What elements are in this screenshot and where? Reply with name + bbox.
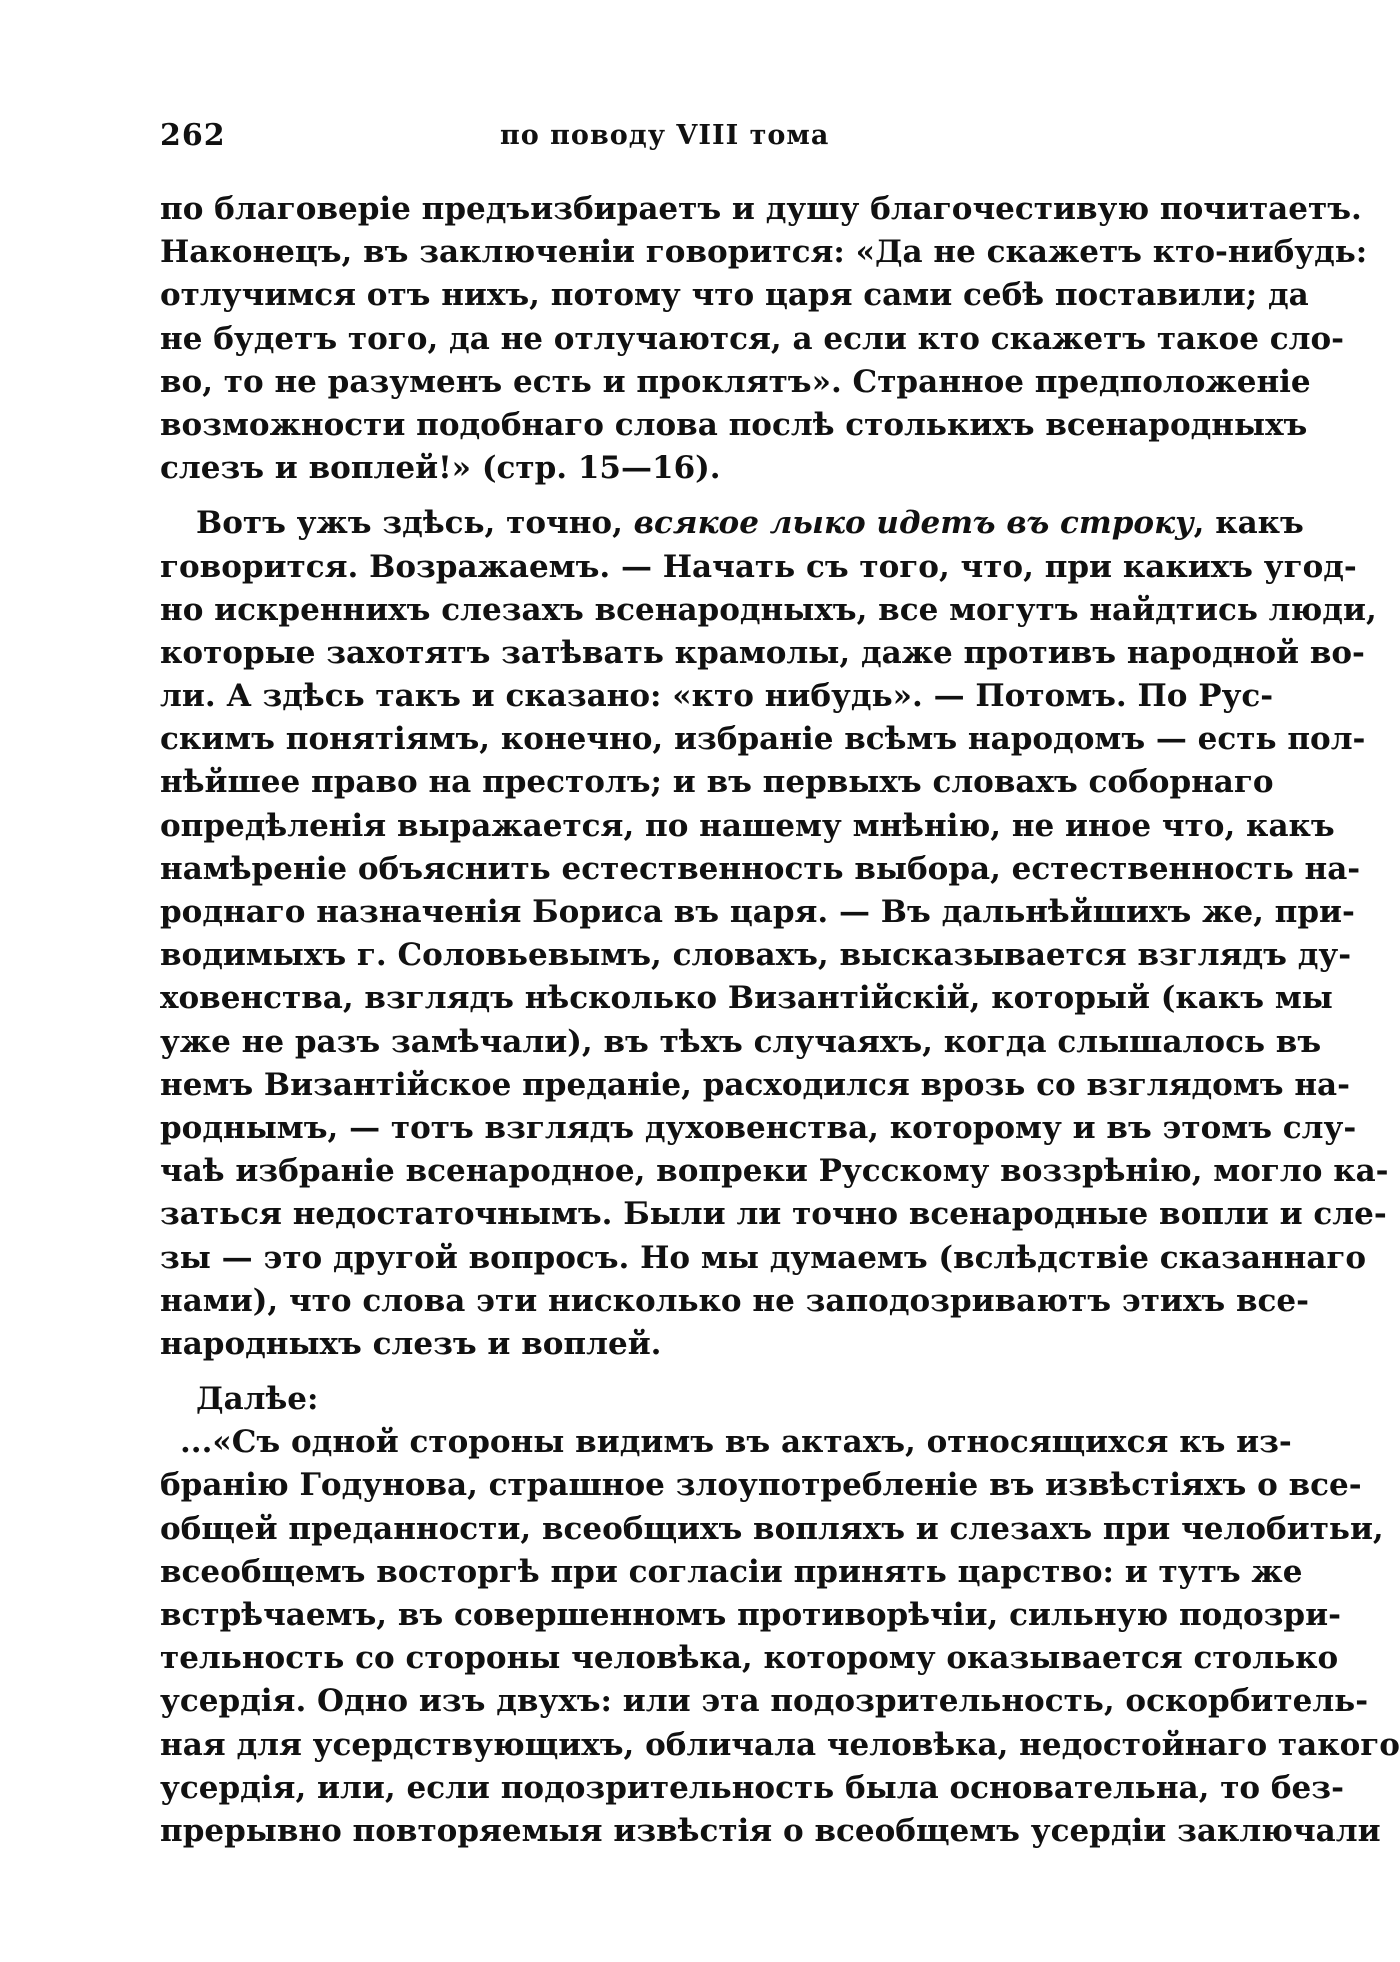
text-line: народныхъ слезъ и воплей. [160, 1325, 662, 1362]
text-line: бранію Годунова, страшное злоупотребленіе въ извѣстіяхъ о все- [160, 1467, 1362, 1504]
text-line: но искреннихъ слезахъ всенародныхъ, все могутъ найдтись люди, [160, 591, 1377, 628]
text-line: Далѣе: [196, 1381, 319, 1418]
text-line: возможности подобнаго слова послѣ столькихъ всенародныхъ [160, 406, 1308, 443]
text-line: всеобщемъ восторгѣ при согласіи принять царство: и тутъ же [160, 1553, 1303, 1590]
text-line [160, 502, 1304, 545]
text-line: водимыхъ г. Соловьевымъ, словахъ, высказывается взглядъ ду- [160, 937, 1352, 974]
text-line: нѣйшее право на престолъ; и въ первыхъ словахъ соборнаго [160, 764, 1274, 801]
text-run: Вотъ ужъ здѣсь, точно, [196, 505, 634, 542]
text-line: уже не разъ замѣчали), въ тѣхъ случаяхъ, когда слышалось въ [160, 1023, 1322, 1060]
text-line: усердія. Одно изъ двухъ: или эта подозрительность, оскорбитель- [160, 1683, 1369, 1720]
text-line: Наконецъ, въ заключеніи говорится: «Да не скажетъ кто-нибудь: [160, 234, 1368, 271]
text-line: ная для усердствующихъ, обличала человѣка, недостойнаго такого [160, 1726, 1400, 1763]
text-line: зы — это другой вопросъ. Но мы думаемъ (вслѣдствіе сказаннаго [160, 1239, 1367, 1276]
text-line: опредѣленія выражается, по нашему мнѣнію, не иное что, какъ [160, 807, 1335, 844]
text-line: роднымъ, — тотъ взглядъ духовенства, которому и въ этомъ слу- [160, 1109, 1357, 1146]
running-head [160, 118, 1120, 158]
italic-phrase: всякое лыко идетъ въ строку [633, 505, 1194, 542]
paragraph-3 [160, 1378, 1112, 1421]
text-line: встрѣчаемъ, въ совершенномъ противорѣчіи, сильную подозри- [160, 1597, 1341, 1633]
text-run: , какъ [1193, 505, 1304, 542]
quotation [160, 1421, 1400, 1853]
text-line: скимъ понятіямъ, конечно, избраніе всѣмъ народомъ — есть пол- [160, 721, 1366, 758]
text-line: намѣреніе объяснить естественность выбора, естественность на- [160, 850, 1361, 887]
text-line: слезъ и воплей!» (стр. 15—16). [160, 450, 721, 487]
text-line: отлучимся отъ нихъ, потому что царя сами себѣ поставили; да [160, 277, 1309, 314]
paragraph-1 [160, 188, 1368, 490]
text-line: по благоверіе предъизбираетъ и душу благочестивую почитаетъ. [160, 191, 1362, 227]
text-line: прерывно повторяемыя извѣстія о всеобщемъ усердіи заключали [160, 1812, 1381, 1849]
text-line: немъ Византійское преданіе, расходился врозь со взглядомъ на- [160, 1066, 1351, 1103]
text-line: ховенства, взглядъ нѣсколько Византійскій, который (какъ мы [160, 980, 1333, 1017]
page-number: 262 [160, 118, 226, 153]
text-line: не будетъ того, да не отлучаются, а если кто скажетъ такое сло- [160, 320, 1344, 357]
text-line: роднаго назначенія Бориса въ царя. — Въ дальнѣйшихъ же, при- [160, 894, 1355, 930]
text-line: чаѣ избраніе всенародное, вопреки Русскому воззрѣнію, могло ка- [160, 1153, 1389, 1190]
text-line: усердія, или, если подозрительность была основательна, то без- [160, 1769, 1344, 1806]
text-line: общей преданности, всеобщихъ вопляхъ и слезахъ при челобитьи, [160, 1510, 1384, 1547]
paragraph-2 [160, 502, 1389, 1366]
paragraph-gap [160, 1366, 1112, 1378]
text-line: которые захотятъ затѣвать крамолы, даже противъ народной во- [160, 634, 1365, 671]
paragraph-gap [160, 490, 1112, 502]
text-line: ли. А здѣсь такъ и сказано: «кто нибудь». — Потомъ. По Рус- [160, 678, 1274, 715]
text-line: нами), что слова эти нисколько не заподозриваютъ этихъ все- [160, 1282, 1309, 1319]
running-title: по поводу VIII тома [500, 120, 830, 151]
text-line: говорится. Возражаемъ. — Начать съ того, что, при какихъ угод- [160, 548, 1357, 585]
text-line: во, то не разуменъ есть и проклятъ». Странное предположеніе [160, 363, 1311, 400]
text-line: заться недостаточнымъ. Были ли точно всенародные вопли и сле- [160, 1196, 1387, 1233]
text-line: ...«Съ одной стороны видимъ въ актахъ, относящихся къ из- [180, 1424, 1292, 1461]
text-line: тельность со стороны человѣка, которому оказывается столько [160, 1640, 1339, 1677]
body-text [160, 188, 1400, 1853]
